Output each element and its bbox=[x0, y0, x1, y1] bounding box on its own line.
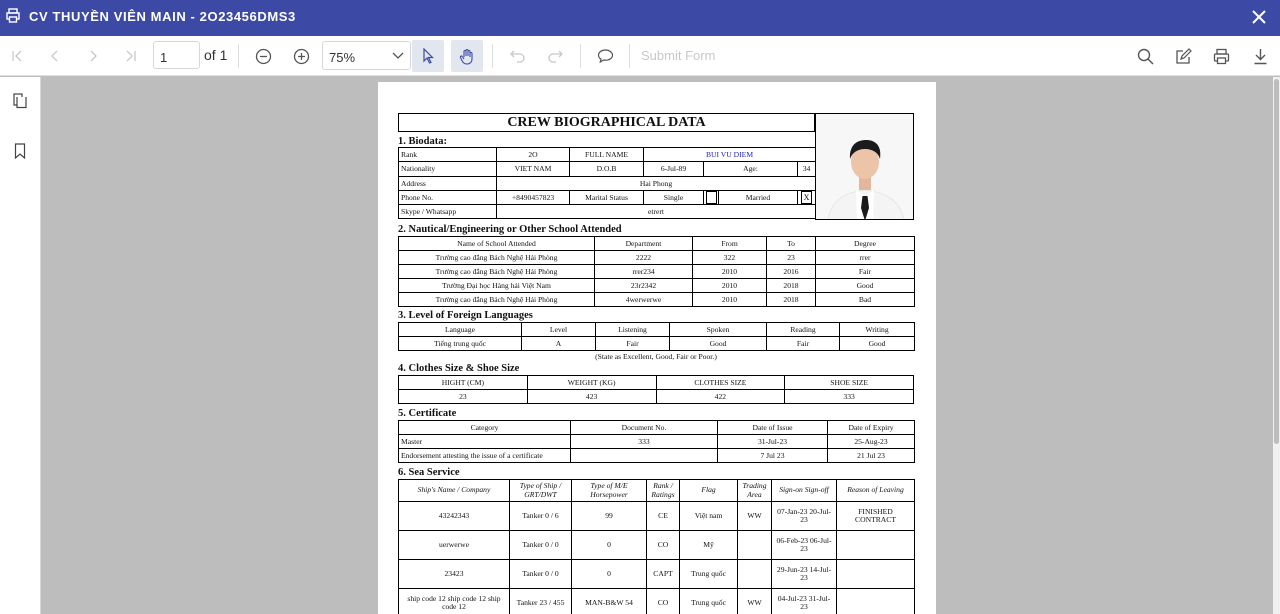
table-cell: 4werwerwe bbox=[595, 293, 693, 307]
table-cell: 06-Feb-23 06-Jul-23 bbox=[772, 531, 837, 560]
column-header: Sign-on Sign-off bbox=[772, 480, 837, 502]
pdf-toolbar bbox=[0, 36, 1280, 76]
column-header: HIGHT (CM) bbox=[399, 376, 528, 390]
column-header: Flag bbox=[680, 480, 738, 502]
redo-button[interactable] bbox=[543, 40, 567, 72]
table-cell: A bbox=[522, 337, 596, 351]
zoom-in-button[interactable] bbox=[289, 40, 313, 72]
page-number-input[interactable]: 1 bbox=[153, 41, 200, 69]
column-header: SHOE SIZE bbox=[785, 376, 914, 390]
undo-icon bbox=[509, 49, 526, 63]
printer-icon bbox=[1213, 48, 1230, 65]
table-row: Skype / Whatsapp etrert bbox=[399, 205, 816, 219]
table-cell: 2010 bbox=[693, 279, 767, 293]
chevron-right-icon bbox=[86, 49, 100, 63]
table-row bbox=[399, 589, 915, 614]
table-cell: 04-Jul-23 31-Jul-23 bbox=[772, 589, 837, 614]
table-cell: 31-Jul-23 bbox=[718, 435, 828, 449]
page-thumbnails-button[interactable] bbox=[8, 89, 32, 113]
last-page-icon bbox=[124, 49, 138, 63]
table-cell: Trường cao đẳng Bách Nghệ Hải Phòng bbox=[399, 293, 595, 307]
table-cell: uerwerwe bbox=[399, 531, 510, 560]
table-cell: 23r2342 bbox=[595, 279, 693, 293]
table-cell bbox=[837, 531, 915, 560]
table-cell: rrer234 bbox=[595, 265, 693, 279]
column-header: Department bbox=[595, 237, 693, 251]
last-page-button[interactable] bbox=[120, 40, 142, 72]
table-cell: Tanker 23 / 455 bbox=[510, 589, 572, 614]
rank-value: 2O bbox=[497, 148, 570, 162]
hand-icon bbox=[459, 48, 475, 65]
table-cell: Master bbox=[399, 435, 571, 449]
table-cell: Tanker 0 / 0 bbox=[510, 531, 572, 560]
married-checkbox: X bbox=[801, 191, 812, 204]
print-button[interactable] bbox=[1209, 40, 1233, 72]
bookmarks-button[interactable] bbox=[8, 139, 32, 163]
zoom-in-icon bbox=[293, 48, 310, 65]
table-header-row bbox=[399, 376, 914, 390]
toolbar-divider bbox=[492, 44, 493, 68]
pan-tool-button[interactable] bbox=[451, 40, 483, 72]
section-certificate: 5. Certificate bbox=[398, 408, 457, 419]
first-page-button[interactable] bbox=[6, 40, 28, 72]
table-cell: 0 bbox=[572, 531, 647, 560]
phone-value: +8490457823 bbox=[497, 190, 570, 204]
sea-service-table bbox=[398, 479, 915, 614]
table-cell bbox=[738, 560, 772, 589]
first-page-icon bbox=[10, 49, 24, 63]
section-languages: 3. Level of Foreign Languages bbox=[398, 310, 533, 321]
window-title: CV THUYỀN VIÊN MAIN - 2O23456DMS3 bbox=[29, 9, 296, 24]
search-button[interactable] bbox=[1133, 40, 1157, 72]
biodata-table bbox=[398, 147, 816, 219]
table-cell: Việt nam bbox=[680, 502, 738, 531]
table-cell: Good bbox=[670, 337, 767, 351]
table-cell: 07-Jan-23 20-Jul-23 bbox=[772, 502, 837, 531]
table-row bbox=[399, 390, 914, 404]
thumbnails-icon bbox=[13, 93, 28, 109]
table-row bbox=[399, 560, 915, 589]
table-cell: rrer bbox=[816, 251, 915, 265]
column-header: Name of School Attended bbox=[399, 237, 595, 251]
redo-icon bbox=[547, 49, 564, 63]
section-sea-service: 6. Sea Service bbox=[398, 467, 460, 478]
toolbar-divider bbox=[580, 44, 581, 68]
table-cell: 2010 bbox=[693, 293, 767, 307]
printer-icon bbox=[6, 8, 20, 24]
table-row bbox=[399, 251, 915, 265]
table-cell: CO bbox=[647, 531, 680, 560]
comment-button[interactable] bbox=[593, 40, 617, 72]
table-cell: FINISHED CONTRACT bbox=[837, 502, 915, 531]
languages-note: (State as Excellent, Good, Fair or Poor.) bbox=[595, 352, 717, 361]
table-cell: 322 bbox=[693, 251, 767, 265]
column-header: Reading bbox=[767, 323, 840, 337]
document-title: CREW BIOGRAPHICAL DATA bbox=[398, 113, 815, 132]
title-bar bbox=[0, 0, 1280, 36]
table-header-row bbox=[399, 323, 915, 337]
chevron-left-icon bbox=[48, 49, 62, 63]
table-header-row bbox=[399, 421, 915, 435]
table-cell: 23423 bbox=[399, 560, 510, 589]
submit-form-button[interactable]: Submit Form bbox=[641, 48, 716, 63]
bookmark-icon bbox=[14, 143, 26, 159]
table-cell: MAN-B&W 54 bbox=[572, 589, 647, 614]
table-cell bbox=[738, 531, 772, 560]
scrollbar-thumb[interactable] bbox=[1274, 79, 1279, 444]
table-cell: Tiếng trung quốc bbox=[399, 337, 522, 351]
table-cell: Good bbox=[816, 279, 915, 293]
search-icon bbox=[1137, 48, 1154, 65]
table-cell: CAPT bbox=[647, 560, 680, 589]
column-header: Category bbox=[399, 421, 571, 435]
column-header: WEIGHT (KG) bbox=[527, 376, 656, 390]
table-cell: Fair bbox=[767, 337, 840, 351]
dob-value: 6-Jul-89 bbox=[644, 162, 704, 176]
table-cell: 99 bbox=[572, 502, 647, 531]
table-row bbox=[399, 435, 915, 449]
table-cell: Trường Đại học Hàng hải Việt Nam bbox=[399, 279, 595, 293]
column-header: Language bbox=[399, 323, 522, 337]
table-cell: Fair bbox=[596, 337, 670, 351]
table-row bbox=[399, 293, 915, 307]
document-viewer[interactable] bbox=[41, 77, 1273, 614]
school-table bbox=[398, 236, 915, 307]
previous-page-button[interactable] bbox=[44, 40, 66, 72]
table-cell: 23 bbox=[399, 390, 528, 404]
table-cell: Good bbox=[840, 337, 915, 351]
age-value: 34 bbox=[798, 162, 816, 176]
zoom-value: 75% bbox=[329, 50, 356, 65]
table-cell: Tanker 0 / 6 bbox=[510, 502, 572, 531]
table-cell: CE bbox=[647, 502, 680, 531]
table-cell: 7 Jul 23 bbox=[718, 449, 828, 463]
nationality-value: VIET NAM bbox=[497, 162, 570, 176]
table-cell: 422 bbox=[656, 390, 785, 404]
table-cell: 21 Jul 23 bbox=[828, 449, 915, 463]
close-icon bbox=[1251, 9, 1267, 25]
table-cell: 2010 bbox=[693, 265, 767, 279]
column-header: Date of Expiry bbox=[828, 421, 915, 435]
table-row bbox=[399, 449, 915, 463]
zoom-out-button[interactable] bbox=[251, 40, 275, 72]
crew-cv-document bbox=[398, 113, 914, 614]
toolbar-divider bbox=[238, 44, 239, 68]
clothes-table bbox=[398, 375, 914, 404]
page-total-label: of 1 bbox=[204, 47, 228, 63]
undo-button[interactable] bbox=[505, 40, 529, 72]
zoom-select[interactable] bbox=[322, 41, 411, 70]
table-row bbox=[399, 265, 915, 279]
edit-annotation-icon bbox=[1175, 48, 1192, 65]
languages-table bbox=[398, 322, 915, 351]
close-button[interactable] bbox=[1246, 4, 1272, 30]
download-icon bbox=[1253, 48, 1268, 65]
table-cell: ship code 12 ship code 12 ship code 12 bbox=[399, 589, 510, 614]
table-cell: Trường cao đẳng Bách Nghệ Hải Phòng bbox=[399, 265, 595, 279]
pdf-page bbox=[378, 82, 936, 614]
crew-photo bbox=[815, 113, 914, 220]
table-header-row bbox=[399, 237, 915, 251]
table-cell: Trung quốc bbox=[680, 560, 738, 589]
table-cell: Mỹ bbox=[680, 531, 738, 560]
address-value: Hai Phong bbox=[497, 176, 816, 190]
table-cell: 2016 bbox=[767, 265, 816, 279]
table-cell: 2222 bbox=[595, 251, 693, 265]
table-row bbox=[399, 337, 915, 351]
download-button[interactable] bbox=[1248, 40, 1272, 72]
column-header: Spoken bbox=[670, 323, 767, 337]
table-cell: Trung quốc bbox=[680, 589, 738, 614]
certificate-table bbox=[398, 420, 915, 463]
table-cell: 23 bbox=[767, 251, 816, 265]
table-cell: Fair bbox=[816, 265, 915, 279]
column-header: Date of Issue bbox=[718, 421, 828, 435]
table-cell: WW bbox=[738, 502, 772, 531]
full-name-value: BUI VU DIEM bbox=[644, 148, 816, 162]
table-cell: 333 bbox=[785, 390, 914, 404]
table-row: Phone No. +8490457823 Marital Status Single Married X bbox=[399, 190, 816, 204]
section-school: 2. Nautical/Engineering or Other School Attended bbox=[398, 224, 622, 235]
table-row bbox=[399, 531, 915, 560]
table-cell: 423 bbox=[527, 390, 656, 404]
column-header: Reason of Leaving bbox=[837, 480, 915, 502]
table-header-row bbox=[399, 480, 915, 502]
section-clothes: 4. Clothes Size & Shoe Size bbox=[398, 363, 520, 374]
annotate-button[interactable] bbox=[1171, 40, 1195, 72]
zoom-out-icon bbox=[255, 48, 272, 65]
comment-icon bbox=[597, 48, 614, 64]
table-cell: Endorsement attesting the issue of a certificate bbox=[399, 449, 571, 463]
column-header: From bbox=[693, 237, 767, 251]
table-cell: 0 bbox=[572, 560, 647, 589]
column-header: Type of Ship / GRT/DWT bbox=[510, 480, 572, 502]
selection-tool-button[interactable] bbox=[412, 40, 444, 72]
next-page-button[interactable] bbox=[82, 40, 104, 72]
table-cell bbox=[837, 589, 915, 614]
toolbar-divider bbox=[629, 44, 630, 68]
table-cell bbox=[571, 449, 718, 463]
column-header: Writing bbox=[840, 323, 915, 337]
skype-value: etrert bbox=[497, 205, 816, 219]
table-cell: 25-Aug-23 bbox=[828, 435, 915, 449]
column-header: Listening bbox=[596, 323, 670, 337]
table-row bbox=[399, 279, 915, 293]
table-cell: 333 bbox=[571, 435, 718, 449]
section-biodata: 1. Biodata: bbox=[398, 136, 448, 147]
vertical-scrollbar[interactable] bbox=[1273, 77, 1280, 614]
single-checkbox bbox=[706, 191, 717, 204]
table-cell: 2018 bbox=[767, 293, 816, 307]
table-cell: 2018 bbox=[767, 279, 816, 293]
left-sidebar bbox=[0, 77, 41, 614]
column-header: Degree bbox=[816, 237, 915, 251]
table-row bbox=[399, 502, 915, 531]
cursor-arrow-icon bbox=[421, 48, 435, 64]
column-header: Rank / Ratings bbox=[647, 480, 680, 502]
table-cell bbox=[837, 560, 915, 589]
table-cell: WW bbox=[738, 589, 772, 614]
column-header: Document No. bbox=[571, 421, 718, 435]
column-header: Level bbox=[522, 323, 596, 337]
table-cell: Bad bbox=[816, 293, 915, 307]
table-row: Nationality VIET NAM D.O.B 6-Jul-89 Age: 34 bbox=[399, 162, 816, 176]
column-header: Trading Area bbox=[738, 480, 772, 502]
table-cell: 29-Jun-23 14-Jul-23 bbox=[772, 560, 837, 589]
table-cell: CO bbox=[647, 589, 680, 614]
chevron-down-icon bbox=[391, 48, 405, 62]
column-header: Ship's Name / Company bbox=[399, 480, 510, 502]
table-row: Rank 2O FULL NAME BUI VU DIEM bbox=[399, 148, 816, 162]
column-header: To bbox=[767, 237, 816, 251]
column-header: CLOTHES SIZE bbox=[656, 376, 785, 390]
table-cell: 43242343 bbox=[399, 502, 510, 531]
table-cell: Trường cao đẳng Bách Nghệ Hải Phòng bbox=[399, 251, 595, 265]
table-cell: Tanker 0 / 0 bbox=[510, 560, 572, 589]
table-row: Address Hai Phong bbox=[399, 176, 816, 190]
column-header: Type of M/E Horsepower bbox=[572, 480, 647, 502]
